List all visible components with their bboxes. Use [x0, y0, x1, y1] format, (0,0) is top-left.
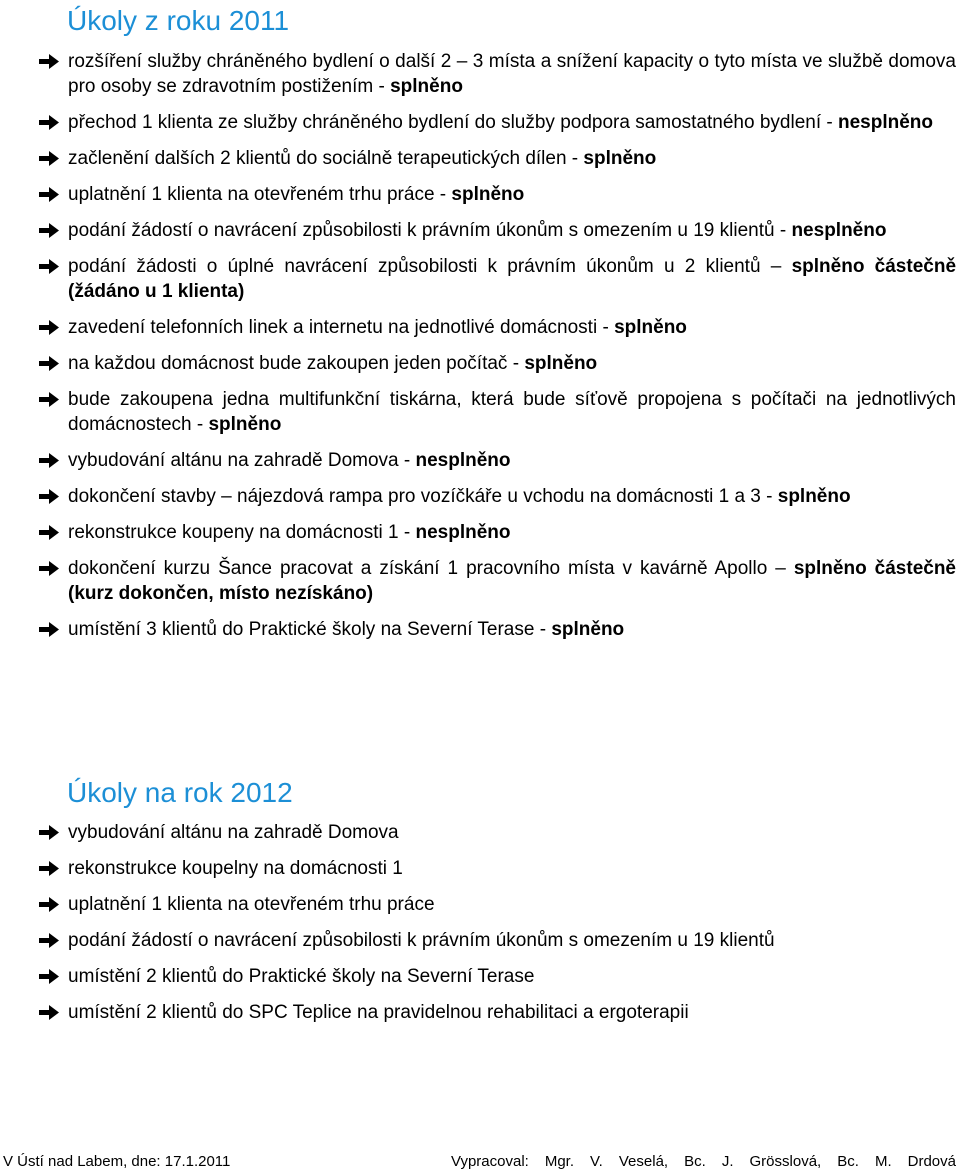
task-status: nesplněno [415, 522, 511, 543]
arrow-right-icon [38, 896, 60, 913]
section-title-2012: Úkoly na rok 2012 [67, 777, 293, 808]
list-item [0, 856, 960, 881]
arrow-right-icon [38, 114, 60, 131]
task-status: splněno [614, 317, 687, 338]
task-text: podání žádostí o navrácení způsobilosti k právním úkonům s omezením u 19 klientů - [68, 220, 792, 241]
list-item [0, 218, 960, 243]
arrow-right-icon [38, 1004, 60, 1021]
arrow-right-icon [38, 860, 60, 877]
arrow-right-icon [38, 258, 60, 275]
list-item [0, 254, 960, 304]
task-text: dokončení kurzu Šance pracovat a získání 1 pracovního místa v kavárně Apollo – [68, 558, 794, 579]
arrow-right-icon [38, 355, 60, 372]
list-item [0, 182, 960, 207]
footer-prepared-by: Vypracoval: Mgr. V. Veselá, Bc. J. Grösslová, Bc. M. Drdová [451, 1153, 956, 1170]
task-text: vybudování altánu na zahradě Domova - [68, 450, 416, 471]
list-item [0, 1000, 960, 1025]
arrow-right-icon [38, 150, 60, 167]
arrow-right-icon [38, 222, 60, 239]
list-item [0, 520, 960, 545]
task-status: splněno [208, 414, 282, 435]
task-text: bude zakoupena jedna multifunkční tiskárna, která bude síťově propojena s počítači na jednotlivých domácnostech - [68, 389, 956, 435]
task-status: splněno [551, 619, 625, 640]
task-text: rozšíření služby chráněného bydlení o další 2 – 3 místa a snížení kapacity o tyto místa ve službě domova pro osoby se zdravotním postižením - [68, 51, 956, 97]
task-text: rekonstrukce koupeny na domácnosti 1 - [68, 522, 416, 543]
list-item [0, 448, 960, 473]
list-item [0, 315, 960, 340]
task-text: umístění 2 klientů do Praktické školy na Severní Terase [68, 966, 535, 987]
task-text: umístění 2 klientů do SPC Teplice na pravidelnou rehabilitaci a ergoterapii [68, 1002, 689, 1023]
arrow-right-icon [38, 53, 60, 70]
footer-place-date: V Ústí nad Labem, dne: 17.1.2011 [3, 1153, 231, 1170]
section-title-2011: Úkoly z roku 2011 [67, 5, 290, 36]
arrow-right-icon [38, 391, 60, 408]
task-text: podání žádostí o navrácení způsobilosti k právním úkonům s omezením u 19 klientů [68, 930, 775, 951]
task-text: uplatnění 1 klienta na otevřeném trhu práce [68, 894, 435, 915]
task-status: splněno částečně (žádáno u 1 klienta) [68, 256, 957, 302]
list-item [0, 387, 960, 437]
task-text: začlenění dalších 2 klientů do sociálně terapeutických dílen - [68, 148, 584, 169]
list-item [0, 110, 960, 135]
task-text: přechod 1 klienta ze služby chráněného bydlení do služby podpora samostatného bydlení - [68, 112, 838, 133]
arrow-right-icon [38, 488, 60, 505]
task-list-2011 [0, 49, 960, 653]
task-status: splněno [390, 76, 463, 97]
list-item [0, 964, 960, 989]
task-text: vybudování altánu na zahradě Domova [68, 822, 399, 843]
task-status: nesplněno [415, 450, 511, 471]
task-text: podání žádosti o úplné navrácení způsobilosti k právním úkonům u 2 klientů – [68, 256, 792, 277]
arrow-right-icon [38, 452, 60, 469]
arrow-right-icon [38, 932, 60, 949]
arrow-right-icon [38, 524, 60, 541]
task-list-2012 [0, 820, 960, 1036]
task-text: umístění 3 klientů do Praktické školy na Severní Terase - [68, 619, 552, 640]
list-item [0, 820, 960, 845]
arrow-right-icon [38, 968, 60, 985]
task-status: nesplněno [791, 220, 887, 241]
arrow-right-icon [38, 560, 60, 577]
list-item [0, 146, 960, 171]
task-text: zavedení telefonních linek a internetu na jednotlivé domácnosti - [68, 317, 615, 338]
footer [0, 1152, 960, 1172]
task-text: na každou domácnost bude zakoupen jeden počítač - [68, 353, 525, 374]
list-item [0, 484, 960, 509]
arrow-right-icon [38, 186, 60, 203]
task-status: nesplněno [838, 112, 934, 133]
list-item [0, 892, 960, 917]
arrow-right-icon [38, 621, 60, 638]
list-item [0, 928, 960, 953]
task-text: rekonstrukce koupelny na domácnosti 1 [68, 858, 403, 879]
task-text: dokončení stavby – nájezdová rampa pro vozíčkáře u vchodu na domácnosti 1 a 3 - [68, 486, 778, 507]
task-status: splněno [777, 486, 851, 507]
task-status: splněno částečně (kurz dokončen, místo nezískáno) [68, 558, 956, 604]
task-status: splněno [524, 353, 598, 374]
task-text: uplatnění 1 klienta na otevřeném trhu práce - [68, 184, 452, 205]
task-status: splněno [583, 148, 657, 169]
arrow-right-icon [38, 824, 60, 841]
list-item [0, 556, 960, 606]
list-item [0, 49, 960, 99]
list-item [0, 351, 960, 376]
list-item [0, 617, 960, 642]
arrow-right-icon [38, 319, 60, 336]
task-status: splněno [451, 184, 525, 205]
